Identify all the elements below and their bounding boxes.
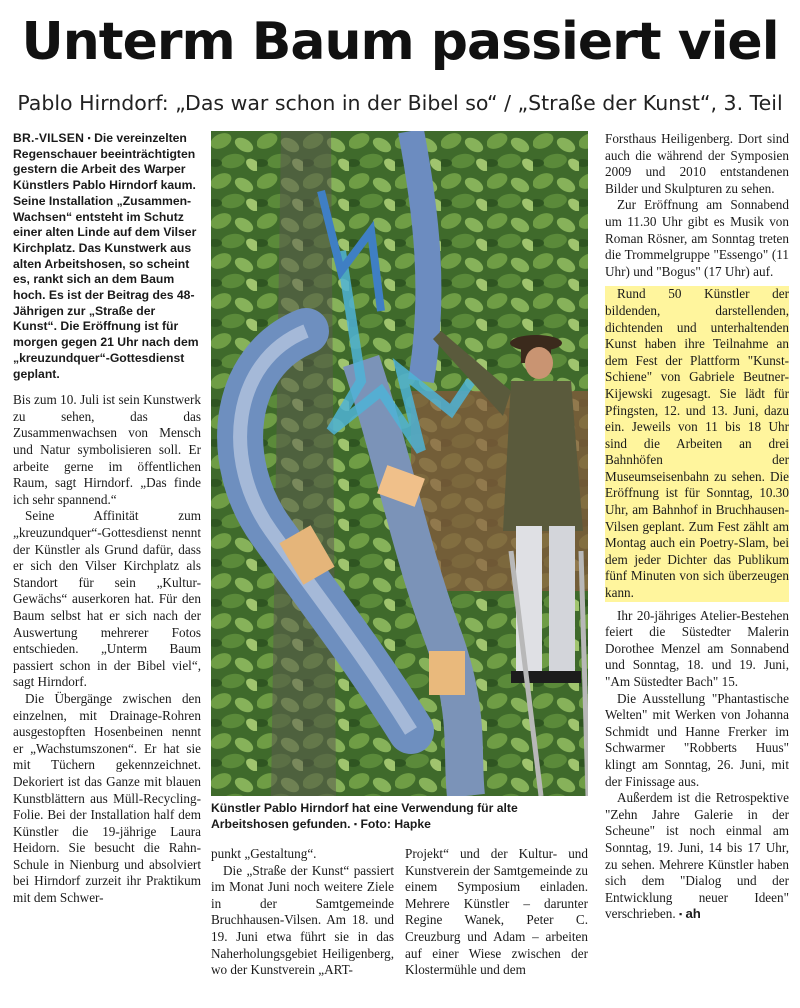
body-paragraph: Projekt“ und der Kultur- und Kunstverein der Samtgemeinde zu einem Symposium einladen. Mehrere Künstler – darunter Regine Wanek, Peter C. Creuzburg und Adam – arbeiten auf einer Wiese zwischen der Klostermühle und dem: [405, 846, 588, 978]
body-paragraph: Forsthaus Heiligenberg. Dort sind auch die während der Symposien 2009 und 2010 entstandenen Bilder und Skulpturen zu sehen.: [605, 131, 789, 196]
dateline: BR.-VILSEN: [13, 131, 85, 145]
caption-text: Künstler Pablo Hirndorf hat eine Verwendung für alte Arbeitshosen gefunden.: [211, 801, 518, 831]
body-paragraph: Die „Straße der Kunst“ passiert im Monat Juni noch weitere Ziele in der Samtgemeinde Bruchhausen-Vilsen. Am 18. und 19. Juni etwa führt sie in das Naherholungsgebiet Heiligenberg, wo der Kunstverein „ART-: [211, 862, 394, 978]
photo-caption: [211, 800, 588, 832]
highlighted-paragraph: Rund 50 Künstler der bildenden, darstellenden, dichtenden und unterhaltenden Kunst haben ihre Teilnahme an dem Fest der Plattform "Kunst-Schiene" von Gabriele Beutner-Kijewski zugesagt. Sie lädt für Pfingsten, 12. und 13. Juni, dazu ein. Jeweils von 11 bis 18 Uhr sind die Arbeiten an drei Bahnhöfen der Museumseisenbahn zu sehen. Die Eröffnung ist für Sonntag, 10.30 Uhr, am Bahnhof in Bruchhausen-Vilsen geplant. Zum Fest zählt am Montag auch ein Poetry-Slam, bei dem jeder Dichter das Publikum fünf Minuten von sich überzeugen kann.: [605, 286, 789, 601]
body-paragraph: Ihr 20-jähriges Atelier-Bestehen feiert die Süstedter Malerin Dorothee Menzel am Sonnabend und Sonntag, 18. und 19. Juni, "Am Süstedter Bach" 15.: [605, 607, 789, 689]
photo-illustration: [211, 131, 588, 796]
body-paragraph: punkt „Gestaltung“.: [211, 846, 317, 861]
body-paragraph: Bis zum 10. Juli ist sein Kunstwerk zu sehen, das das Zusammenwachsen von Mensch und Natur symbolisieren soll. Er arbeite gerne im öffentlichen Raum, sagt Hirndorf. „Das finde ich sehr spannend.“: [13, 392, 201, 507]
body-paragraph: Die Übergänge zwischen den einzelnen, mit Drainage-Rohren ausgestopften Hosenbeinen nennt er „Wachstumszonen“. Er hat sie mit Tüchern gekennzeichnet. Dekoriert ist das Ganze mit blauen Kunstblättern aus Müll-Recycling-Folie. Bei der Installation half dem Künstler die 19-jährige Laura Heidorn. Sie besucht die Rahn-Schule in Nienburg und absolviert bei Hirndorf zurzeit ihr Praktikum mit dem Schwer-: [13, 690, 201, 906]
headline: Unterm Baum passiert viel: [21, 12, 779, 72]
bullet-icon: ▪: [87, 133, 91, 143]
column-3: [405, 846, 588, 979]
subheadline: Pablo Hirndorf: „Das war schon in der Bibel so“ / „Straße der Kunst“, 3. Teil: [17, 91, 783, 115]
column-1: [13, 131, 201, 907]
photo-credit: Foto: Hapke: [360, 817, 431, 831]
body-paragraph: [605, 790, 789, 923]
column-2: [211, 846, 394, 979]
author-signoff: ah: [685, 906, 701, 922]
closing-text: Außerdem ist die Retrospektive "Zehn Jahre Galerie in der Scheune" ist noch einmal am Sonntag, 19. Juni, 14 bis 17 Uhr, zu sehen. Mehrere Künstler haben sich dem "Dialog und der Entwicklung neuer Ideen" verschrieben.: [605, 790, 789, 922]
body-paragraph: Die Ausstellung "Phantastische Welten" mit Werken von Johanna Schmidt und Hanne Frerker im Schwarmer "Robberts Huus" klingt am Sonntag, 26. Juni, mit der Finissage aus.: [605, 690, 789, 789]
body-paragraph: Seine Affinität zum „kreuzundquer“-Gottesdienst nennt der Künstler als Grund dafür, dass er sich den Vilser Kirchplatz als Standort für sein „Kultur-Gewächs“ auserkoren hat. Für den Baum selbst hat er sich nach der Auswertung mehrerer Fotos entschieden. „Unterm Baum passiert schon in der Bibel viel“, sagt Hirndorf.: [13, 508, 201, 690]
bullet-icon: ▪: [353, 819, 358, 829]
lead-paragraph: [13, 131, 201, 382]
column-4: [605, 131, 789, 923]
lead-text: Die vereinzelten Regenschauer beeinträchtigten gestern die Arbeit des Warper Künstlers Pablo Hirndorf kaum. Seine Installation „Zusammen-Wachsen“ entsteht im Schutz einer alten Linde auf dem Vilser Kirchplatz. Das Kunstwerk aus alten Arbeitshosen, so scheint es, rankt sich an dem Baum hoch. Es ist der Beitrag des 48-Jährigen zur „Straße der Kunst“. Die Eröffnung ist für morgen gegen 21 Uhr nach dem „kreuzundquer“-Gottesdienst geplant.: [13, 131, 199, 381]
body-paragraph: Zur Eröffnung am Sonnabend um 11.30 Uhr gibt es Musik von Roman Rösner, am Sonntag treten die Trommelgruppe "Essengo" (11 Uhr) und "Bogus" (17 Uhr) auf.: [605, 197, 789, 279]
article-photo: [211, 131, 588, 796]
bullet-icon: ▪: [678, 909, 683, 920]
